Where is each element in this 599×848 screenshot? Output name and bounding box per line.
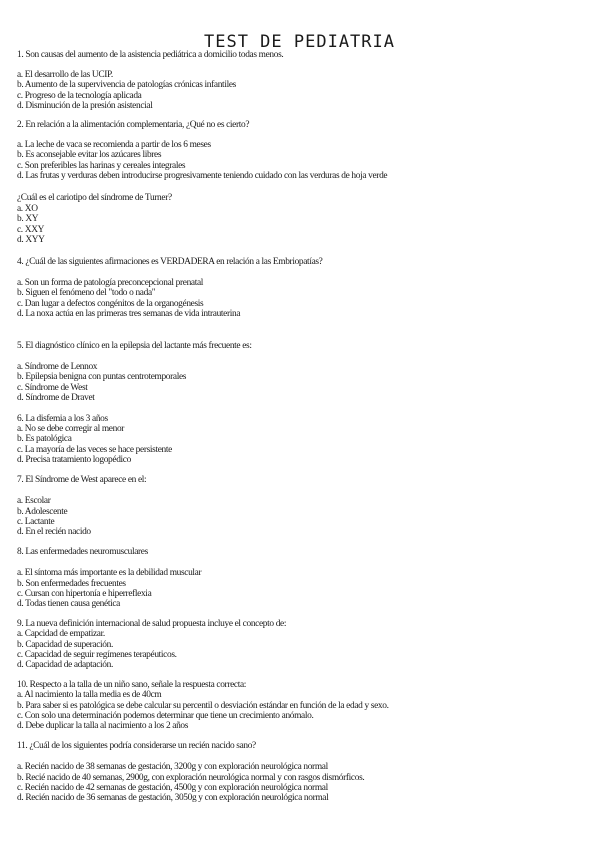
option-c: c. Síndrome de West bbox=[17, 382, 88, 393]
option-b: b. XY bbox=[17, 214, 39, 225]
option-a: a. XO bbox=[17, 204, 38, 215]
option-c: c. XXY bbox=[17, 224, 45, 235]
option-a: a. Al nacimiento la talla media es de 40cm bbox=[17, 690, 162, 701]
option-c: c. Cursan con hipertonía e hiperreflexia bbox=[17, 588, 152, 599]
question-9 bbox=[17, 619, 587, 670]
option-d: d. Precisa tratamiento logopédico bbox=[17, 454, 131, 465]
option-b: b. Aumento de la supervivencia de patologías crónicas infantiles bbox=[17, 80, 236, 91]
question-text: 1. Son causas del aumento de la asistencia pediátrica a domicilio todas menos. bbox=[17, 50, 284, 60]
option-d: d. Las frutas y verduras deben introducirse progresivamente teniendo cuidado con las verduras de hoja verde bbox=[17, 170, 388, 181]
option-a: a. El síntoma más importante es la debilidad muscular bbox=[17, 568, 202, 579]
question-text: ¿Cuál es el cariotipo del síndrome de Turner? bbox=[17, 193, 172, 204]
option-a: a. Son un forma de patología preconcepcional prenatal bbox=[17, 278, 204, 289]
option-a: a. Síndrome de Lennox bbox=[17, 362, 98, 373]
option-a: a. Recién nacido de 38 semanas de gestación, 3200g y con exploración neurológica normal bbox=[17, 762, 328, 773]
option-c: c. La mayoría de las veces se hace persistente bbox=[17, 444, 172, 455]
option-b: b. Es patológica bbox=[17, 434, 72, 445]
option-a: a. La leche de vaca se recomienda a partir de los 6 meses bbox=[17, 140, 211, 151]
question-text: 6. La disfemia a los 3 años bbox=[17, 414, 108, 425]
option-d: d. Recién nacido de 36 semanas de gestación, 3050g y con exploración neurológica normal bbox=[17, 792, 329, 803]
question-text: 4. ¿Cuál de las siguientes afirmaciones es VERDADERA en relación a las Embriopatías? bbox=[17, 257, 323, 268]
question-list bbox=[17, 50, 587, 812]
question-8 bbox=[17, 547, 587, 609]
question-text: 10. Respecto a la talla de un niño sano, señale la respuesta correcta: bbox=[17, 680, 247, 691]
option-d: d. XYY bbox=[17, 234, 45, 245]
option-b: b. Siguen el fenómeno del "todo o nada" bbox=[17, 288, 156, 299]
question-text: 9. La nueva definición internacional de salud propuesta incluye el concepto de: bbox=[17, 619, 287, 630]
question-4 bbox=[17, 257, 587, 319]
question-5 bbox=[17, 341, 587, 403]
option-a: a. Escolar bbox=[17, 496, 51, 507]
option-a: a. No se debe corregir al menor bbox=[17, 424, 125, 435]
question-3 bbox=[17, 193, 587, 245]
option-b: b. Son enfermedades frecuentes bbox=[17, 578, 126, 589]
option-b: b. Es aconsejable evitar los azúcares libres bbox=[17, 150, 162, 161]
option-a: a. Capcidad de empatizar. bbox=[17, 629, 105, 640]
option-d: d. Síndrome de Dravet bbox=[17, 392, 95, 403]
question-text: 5. El diagnóstico clínico en la epilepsia del lactante más frecuente es: bbox=[17, 341, 252, 352]
option-d: d. La noxa actúa en las primeras tres semanas de vida intrauterina bbox=[17, 308, 241, 319]
question-text: 2. En relación a la alimentación complementaria, ¿Qué no es cierto? bbox=[17, 120, 250, 131]
option-c: c. Lactante bbox=[17, 516, 55, 527]
option-b: b. Adolescente bbox=[17, 506, 68, 517]
question-11 bbox=[17, 741, 587, 803]
option-c: c. Son preferibles las harinas y cereales integrales bbox=[17, 160, 186, 171]
question-text: 7. El Síndrome de West aparece en el: bbox=[17, 475, 147, 486]
option-c: c. Con solo una determinación podemos determinar que tiene un crecimiento anómalo. bbox=[17, 710, 314, 721]
option-b: b. Capacidad de superación. bbox=[17, 639, 113, 650]
question-text: 8. Las enfermedades neuromusculares bbox=[17, 547, 148, 558]
question-text: 11. ¿Cuál de los siguientes podría considerarse un recién nacido sano? bbox=[17, 741, 256, 752]
option-d: d. En el recién nacido bbox=[17, 526, 91, 537]
question-2 bbox=[17, 120, 587, 181]
question-1 bbox=[17, 50, 587, 111]
option-c: c. Progreso de la tecnología aplicada bbox=[17, 90, 142, 101]
question-6 bbox=[17, 414, 587, 465]
option-c: c. Dan lugar a defectos congénitos de la organogénesis bbox=[17, 298, 204, 309]
option-d: d. Debe duplicar la talla al nacimiento a los 2 años bbox=[17, 720, 189, 731]
option-a: a. El desarrollo de las UCIP. bbox=[17, 70, 113, 81]
option-c: c. Capacidad de seguir regímenes terapéuticos. bbox=[17, 649, 177, 660]
option-c: c. Recién nacido de 42 semanas de gestación, 4500g y con exploración neurológica normal bbox=[17, 782, 328, 793]
option-b: b. Para saber si es patológica se debe calcular su percentil o desviación estándar en función de la edad y sexo. bbox=[17, 700, 389, 711]
option-d: d. Disminución de la presión asistencial bbox=[17, 100, 153, 111]
question-7 bbox=[17, 475, 587, 537]
option-b: b. Epilepsia benigna con puntas centrotemporales bbox=[17, 372, 187, 383]
option-d: d. Capacidad de adaptación. bbox=[17, 659, 113, 670]
document-title: TEST DE PEDIATRIA bbox=[204, 32, 395, 52]
option-d: d. Todas tienen causa genética bbox=[17, 598, 120, 609]
question-10 bbox=[17, 680, 587, 731]
option-b: b. Recié nacido de 40 semanas, 2900g, con exploración neurológica normal y con rasgos dismórficos. bbox=[17, 772, 365, 783]
